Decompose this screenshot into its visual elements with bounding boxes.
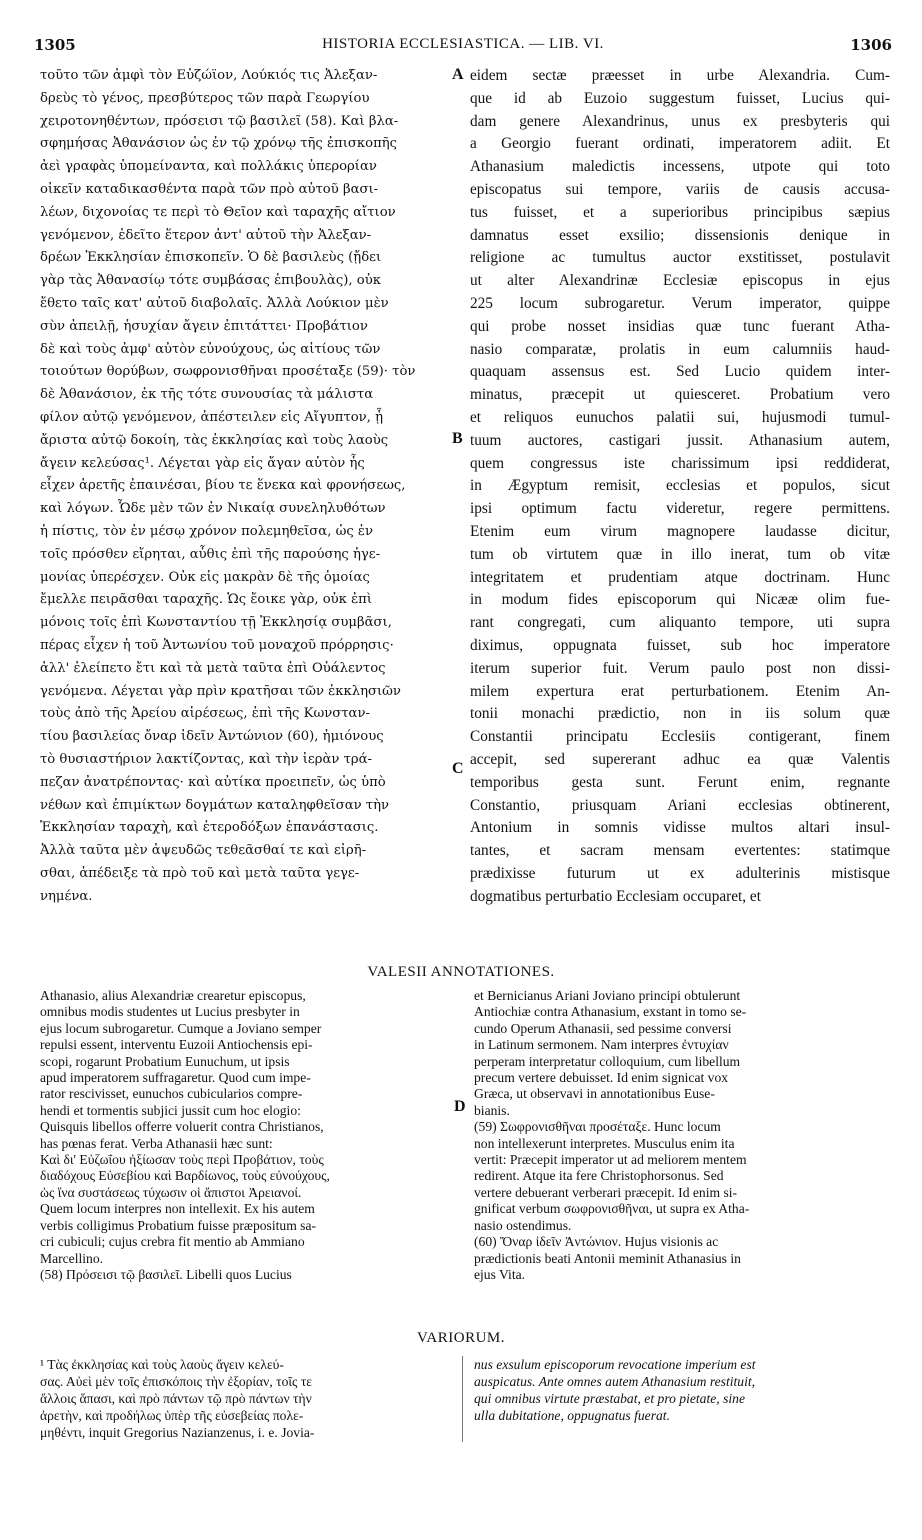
variorum-left-column [40, 1356, 456, 1441]
greek-text-line: λέων, διχονοίας τε περὶ τὸ Θεῖον καὶ ταραχῆς αἴτιον [40, 204, 396, 220]
annotation-line: gnificat verbum σωφρονισθῆναι, ut supra ex Atha- [474, 1201, 750, 1217]
latin-text-line: temporibus gesta sunt. Ferunt enim, regnante [470, 773, 890, 791]
greek-text-line: τίου βασιλείας ὄναρ ἰδεῖν Ἀντώνιον (60), ἡμιόνους [40, 729, 384, 745]
latin-text-line: prædixisse futurum ut ex adulterinis mistisque [470, 864, 890, 882]
latin-text-line: eidem sectæ præesset in urbe Alexandria. Cum- [470, 67, 890, 84]
greek-text-line: ἔθετο ταῖς κατ' αὐτοῦ διαβολαῖς. Ἀλλὰ Λούκιον μὲν [40, 295, 389, 311]
annotation-line: non intellexerunt interpretes. Musculus enim ita [474, 1135, 735, 1151]
annotation-line: in Latinum sermonem. Nam interpres ἐντυχίαν [474, 1037, 729, 1053]
greek-text-line: Ἐκκλησίαν ταραχὴ, καὶ ἑτεροδόξων ἐπανάστασις. [40, 820, 379, 836]
greek-text-line: δὲ καὶ τοὺς ἀμφ' αὐτὸν εὐνούχους, ὡς αἰτίους τῶν [40, 341, 381, 357]
annotation-line: hendi et tormentis subjici jussit cum hoc elogio: [40, 1102, 301, 1118]
latin-text-line: 225 locum subrogaretur. Verum imperator, quippe [470, 294, 890, 312]
annotation-line: verbis colligimus Probatium fuisse præpositum sa- [40, 1217, 317, 1233]
margin-letter-c: C [452, 760, 464, 777]
latin-text-line: quem congressus iste charissimum ipsi reddiderat, [470, 454, 890, 472]
greek-text-line: τοιούτων θορύβων, σωφρονισθῆναι προσέταξε (59)· τὸν [40, 364, 416, 380]
latin-text-line: Constantio, priusquam Ariani ecclesias obtinerent, [470, 796, 890, 814]
variorum-right-column [474, 1356, 888, 1424]
latin-text-line: rant congregati, cum aliquanto tempore, uti supra [470, 614, 890, 632]
annotation-line: perperam interpretatur colloquium, cum libellum [474, 1053, 741, 1069]
latin-text-line: que id ab Euzoio suggestum fuisset, Lucius qui- [470, 89, 890, 107]
annotation-line: (58) Πρόσεισι τῷ βασιλεῖ. Libelli quos Lucius [40, 1266, 292, 1282]
variorum-line: ἄλλοις ἅπασι, καὶ πρὸ πάντων τῷ πρὸ πάντων τὴν [40, 1391, 312, 1406]
greek-text-line: πέρας εἶχεν ἡ τοῦ Ἀντωνίου τοῦ μοναχοῦ πρόρρησις· [40, 637, 394, 653]
variorum-line: qui omnibus virtute præstabat, et pro pietate, sine [474, 1391, 745, 1406]
greek-text-line: φίλον αὐτῷ γενόμενον, ἀπέστειλεν εἰς Αἴγυπτον, ᾗ [40, 409, 383, 425]
running-header [34, 36, 892, 56]
greek-text-line: τοὺς ἀπὸ τῆς Ἀρείου αἱρέσεως, ἐπὶ τῆς Κωνσταν- [40, 706, 370, 722]
annotation-line: vertit: Præcepit imperator ut ad meliorem mentem [474, 1152, 747, 1168]
annotation-line: Græca, ut observavi in annotationibus Euse- [474, 1086, 715, 1102]
greek-text-line: νημένα. [40, 888, 93, 904]
latin-text-line: episcopatus sui tempore, variis de causis accusa- [470, 180, 890, 198]
greek-text-line: τοῦτο τῶν ἀμφὶ τὸν Εὐζώϊον, Λούκιός τις Ἀλεξαν- [40, 68, 378, 83]
latin-text-line: tus fuisset, et a superioribus principibus sæpius [470, 203, 890, 221]
margin-letter-d: D [454, 1098, 466, 1115]
latin-text-line: Athanasium maledictis incessens, utpote qui toto [470, 158, 890, 176]
latin-text-line: in Ægyptum remisit, ecclesias et populos, sicut [470, 477, 890, 495]
right-page-number: 1306 [850, 36, 892, 54]
greek-text-line: μονίας ὑπερέσχεν. Οὐκ εἰς μακρὰν δὲ τῆς ὁμοίας [40, 569, 370, 585]
latin-text-line: a Georgio fuerant ordinati, imperatorem adiit. Et [470, 135, 890, 153]
latin-text-line: ipsi optimum factu videretur, regere permittens. [470, 500, 890, 518]
margin-letter-b: B [452, 430, 463, 447]
variorum-column-divider [462, 1356, 463, 1442]
greek-text-line: δρέων Ἐκκλησίαν ἐπισκοπεῖν. Ὁ δὲ βασιλεὺς (ᾔδει [40, 250, 382, 266]
greek-text-line: εἶχεν ἀρετῆς ἐπαινέσαι, βίου τε ἕνεκα καὶ φρονήσεως, [40, 478, 406, 494]
annotation-line: Athanasio, alius Alexandriæ crearetur episcopus, [40, 988, 306, 1003]
greek-text-line: οἰκεῖν καταδικασθέντα παρὰ τῶν πρὸ αὐτοῦ βασι- [40, 181, 379, 197]
annotation-line: cundo Operum Athanasii, sed pessime conversi [474, 1020, 732, 1036]
left-page-number: 1305 [34, 36, 76, 54]
annotation-line: et Bernicianus Ariani Joviano principi obtulerunt [474, 988, 741, 1003]
annotation-line: Marcellino. [40, 1250, 104, 1266]
latin-text-line: dam genere Alexandrinus, unus ex presbyteris qui [470, 112, 890, 130]
latin-text-line: ut alter Alexandrinæ Ecclesiæ episcopus in ejus [470, 272, 890, 290]
greek-text-line: γενόμενον, ἐδεῖτο ἕτερον ἀντ' αὐτοῦ τὴν Ἀλεξαν- [40, 227, 372, 243]
latin-text-line: integritatem et prudentiam atque doctrinam. Hunc [470, 568, 890, 586]
latin-text-line: Antonium in somnis vidisse multos altari insul- [470, 819, 890, 837]
greek-text-line: γὰρ τὰς Ἀθανασίῳ τότε συμβάσας ἐπιβουλὰς), οὐκ [40, 273, 381, 289]
greek-text-line: χειροτονηθέντων, πρόσεισι τῷ βασιλεῖ (58). Καὶ βλα- [40, 113, 399, 129]
annotation-line: omnibus modis studentes ut Lucius presbyter in [40, 1004, 300, 1020]
greek-text-line: νέθων καὶ ἐπιμίκτων δογμάτων καταληφθεῖσαν τὴν [40, 797, 390, 813]
variorum-line: nus exsulum episcoporum revocatione imperium est [474, 1357, 756, 1372]
greek-text-line: δὲ Ἀθανάσιον, ἐκ τῆς τότε συνουσίας τὰ μάλιστα [40, 387, 374, 403]
annotation-line: Antiochiæ contra Athanasium, exstant in tomo se- [474, 1004, 747, 1020]
greek-text-line: ἡ πίστις, τὸν ἐν μέσῳ χρόνον πολεμηθεῖσα, ὡς ἐν [40, 523, 374, 539]
annotation-line: (60) Ὄναρ ἰδεῖν Ἀντώνιον. Hujus visionis ac [474, 1234, 719, 1250]
greek-text-line: γενόμενα. Λέγεται γὰρ πρὶν κρατῆσαι τῶν ἐκκλησιῶν [40, 683, 401, 699]
latin-text-line: religione ac tumultus auctor exstitisset, postulavit [470, 249, 890, 267]
variorum-line: auspicatus. Ante omnes autem Athanasium restituit, [474, 1374, 756, 1389]
annotation-line: vertere debuerant verberari præcepit. Id enim si- [474, 1184, 738, 1200]
variorum-line: μηθέντι, inquit Gregorius Nazianzenus, i. e. Jovia- [40, 1425, 315, 1440]
latin-text-line: quaquam assensus est. Sed Lucio quidem inter- [470, 363, 890, 381]
annotation-line: Quisquis libellos offerre voluerit contra Christianos, [40, 1119, 324, 1135]
latin-text-line: Constantii principatu Ecclesiis contigerant, finem [470, 728, 890, 746]
latin-text-line: qui probe nosset insidias quæ tunc fuerant Atha- [470, 317, 890, 335]
greek-text-line: ἀεὶ γραφὰς ὑπομείναντα, καὶ πολλάκις ὑπερορίαν [40, 159, 377, 175]
greek-text-line: ἄριστα αὐτῷ δοκοίη, τὰς ἐκκλησίας καὶ τοὺς λαοὺς [40, 432, 389, 448]
margin-letter-a: A [452, 66, 464, 83]
greek-text-line: πεζαν ἀνατρέποντας· καὶ αὐτίκα προειπεῖν, ὡς ὑπὸ [40, 774, 386, 790]
greek-text-line: καὶ λόγων. Ὧδε μὲν τῶν ἐν Νικαίᾳ συνεληλυθότων [40, 501, 386, 517]
latin-text-line: milem expertura erat perturbationem. Etenim An- [470, 682, 890, 700]
latin-text-line: tonii monachi prædictio, non in iis solum quæ [470, 705, 890, 723]
annotation-line: precum vertere debuisset. Id enim signicat vox [474, 1070, 729, 1086]
annotations-right-column [474, 988, 888, 1283]
annotation-line: apud imperatorem suffragaretur. Quod cum impe- [40, 1070, 311, 1086]
annotation-line: prædictionis beati Antonii meminit Athanasius in [474, 1250, 741, 1266]
latin-text-line: tuum auctores, castigari jussit. Athanasium autem, [470, 431, 890, 449]
annotation-line: ejus locum subrogaretur. Cumque a Joviano semper [40, 1020, 322, 1036]
variorum-line: ¹ Τὰς ἐκκλησίας καὶ τοὺς λαοὺς ἄγειν κελεύ- [40, 1357, 284, 1372]
annotation-line: Quem locum interpres non intellexit. Ex his autem [40, 1201, 315, 1217]
greek-text-line: σφημήσας Ἀθανάσιον ὡς ἐν τῷ χρόνῳ τῆς ἐπισκοπῆς [40, 136, 398, 152]
greek-text-line: δρεὺς τὸ γένος, πρεσβύτερος τῶν παρὰ Γεωργίου [40, 90, 370, 106]
greek-text-line: σὺν ἀπειλῇ, ἡσυχίαν ἄγειν ἐπιτάττει· Προβάτιον [40, 318, 368, 334]
greek-text-line: ἔμελλε πειρᾶσθαι ταραχῆς. Ὡς ἔοικε γὰρ, οὐκ ἐπὶ [40, 592, 373, 608]
greek-text-line: μόνοις τοῖς ἐπὶ Κωνσταντίου τῇ Ἐκκλησίᾳ συμβᾶσι, [40, 615, 392, 631]
latin-text-line: minatus, præcepit ut quiesceret. Probatium vero [470, 386, 890, 404]
greek-text-line: Ἀλλὰ ταῦτα μὲν ἀψευδῶς τεθεᾶσθαί τε καὶ εἰρῆ- [40, 843, 367, 859]
annotation-line: has pœnas ferat. Verba Athanasii hæc sunt: [40, 1135, 273, 1151]
latin-text-line: tum ob virtutem quæ in illo inerat, tum ob vitæ [470, 545, 890, 563]
latin-text-line: Etenim eum virum magnopere laudasse dicitur, [470, 522, 890, 540]
annotation-line: redirent. Atque ita fere Christophorsonus. Sed [474, 1168, 724, 1184]
latin-text-line: damnatus esset exsilio; dissensionis denique in [470, 226, 890, 244]
latin-text-line: nasio comparatæ, prolatis in eum calumniis haud- [470, 340, 890, 358]
latin-text-line: et reliquos eunuchos palatii sui, hujusmodi tumul- [470, 408, 890, 426]
annotation-line: scopi, rogarunt Probatium Eunuchum, ut ipsis [40, 1053, 290, 1069]
greek-text-column [40, 65, 456, 908]
greek-text-line: ἀλλ' ἐλείπετο ἔτι καὶ τὰ μετὰ ταῦτα ἐπὶ Οὐάλεντος [40, 660, 386, 676]
variorum-heading: VARIORUM. [417, 1330, 505, 1346]
latin-text-line: accepit, sed supererant adhuc ea quæ Valentis [470, 750, 890, 768]
annotations-left-column [40, 988, 448, 1283]
greek-text-line: σθαι, ἀπέδειξε τὰ πρὸ τοῦ καὶ μετὰ ταῦτα γεγε- [40, 865, 360, 881]
annotation-line: Καὶ δι' Εὐζωΐου ἠξίωσαν τοὺς περὶ Προβάτιον, τοὺς [40, 1152, 324, 1168]
annotation-line: ejus Vita. [474, 1266, 526, 1282]
greek-text-line: τὸ θυσιαστήριον λακτίζοντας, καὶ τὴν ἱερὰν τρά- [40, 751, 372, 767]
annotation-line: (59) Σωφρονισθῆναι προσέταξε. Hunc locum [474, 1119, 721, 1135]
latin-text-line: in modum fides episcoporum qui Nicææ olim fue- [470, 591, 890, 609]
annotation-line: cri cubiculi; cujus crebra fit mentio ab Ammiano [40, 1234, 305, 1250]
annotation-line: bianis. [474, 1102, 510, 1118]
greek-text-line: ἄγειν κελεύσας¹. Λέγεται γὰρ εἰς ἄγαν αὐτὸν ἧς [40, 455, 365, 471]
annotations-heading: VALESII ANNOTATIONES. [367, 964, 555, 980]
greek-text-line: τοῖς πρόσθεν εἴρηται, αὖθις ἐπὶ τῆς παρούσης ἡγε- [40, 546, 381, 562]
latin-text-line: diximus, oppugnata fuisset, sub hoc imperatore [470, 636, 890, 654]
latin-text-line: tantes, et sacram mensam evertentes: statimque [470, 842, 890, 860]
annotation-line: nasio ostendimus. [474, 1217, 572, 1233]
variorum-line: ἀρετὴν, καὶ προδήλως ὑπὲρ τῆς εὐσεβείας πολε- [40, 1408, 304, 1423]
annotation-line: διαδόχους Εὐσεβίου καὶ Βαρδίωνος, τοὺς εὐνούχους, [40, 1168, 330, 1184]
annotation-line: ὡς ἵνα συστάσεως τύχωσιν οἱ ἄπιστοι Ἀρειανοί. [40, 1184, 302, 1200]
annotation-line: repulsi essent, interventu Euzoii Antiochensis epi- [40, 1037, 313, 1053]
annotation-line: rator rescivisset, eunuchos cubicularios compre- [40, 1086, 303, 1102]
variorum-line: σας. Αὐεὶ μὲν τοῖς ἐπισκόποις τὴν ἐξορίαν, τοῖς τε [40, 1374, 312, 1389]
latin-text-column [470, 65, 890, 908]
latin-text-line: dogmatibus perturbatio Ecclesiam occuparet, et [470, 887, 761, 905]
latin-text-line: iterum superior fuit. Verum paulo post non dissi- [470, 659, 890, 677]
variorum-line: ulla dubitatione, oppugnatus fuerat. [474, 1408, 670, 1423]
running-title: HISTORIA ECCLESIASTICA. — LIB. VI. [322, 36, 604, 52]
